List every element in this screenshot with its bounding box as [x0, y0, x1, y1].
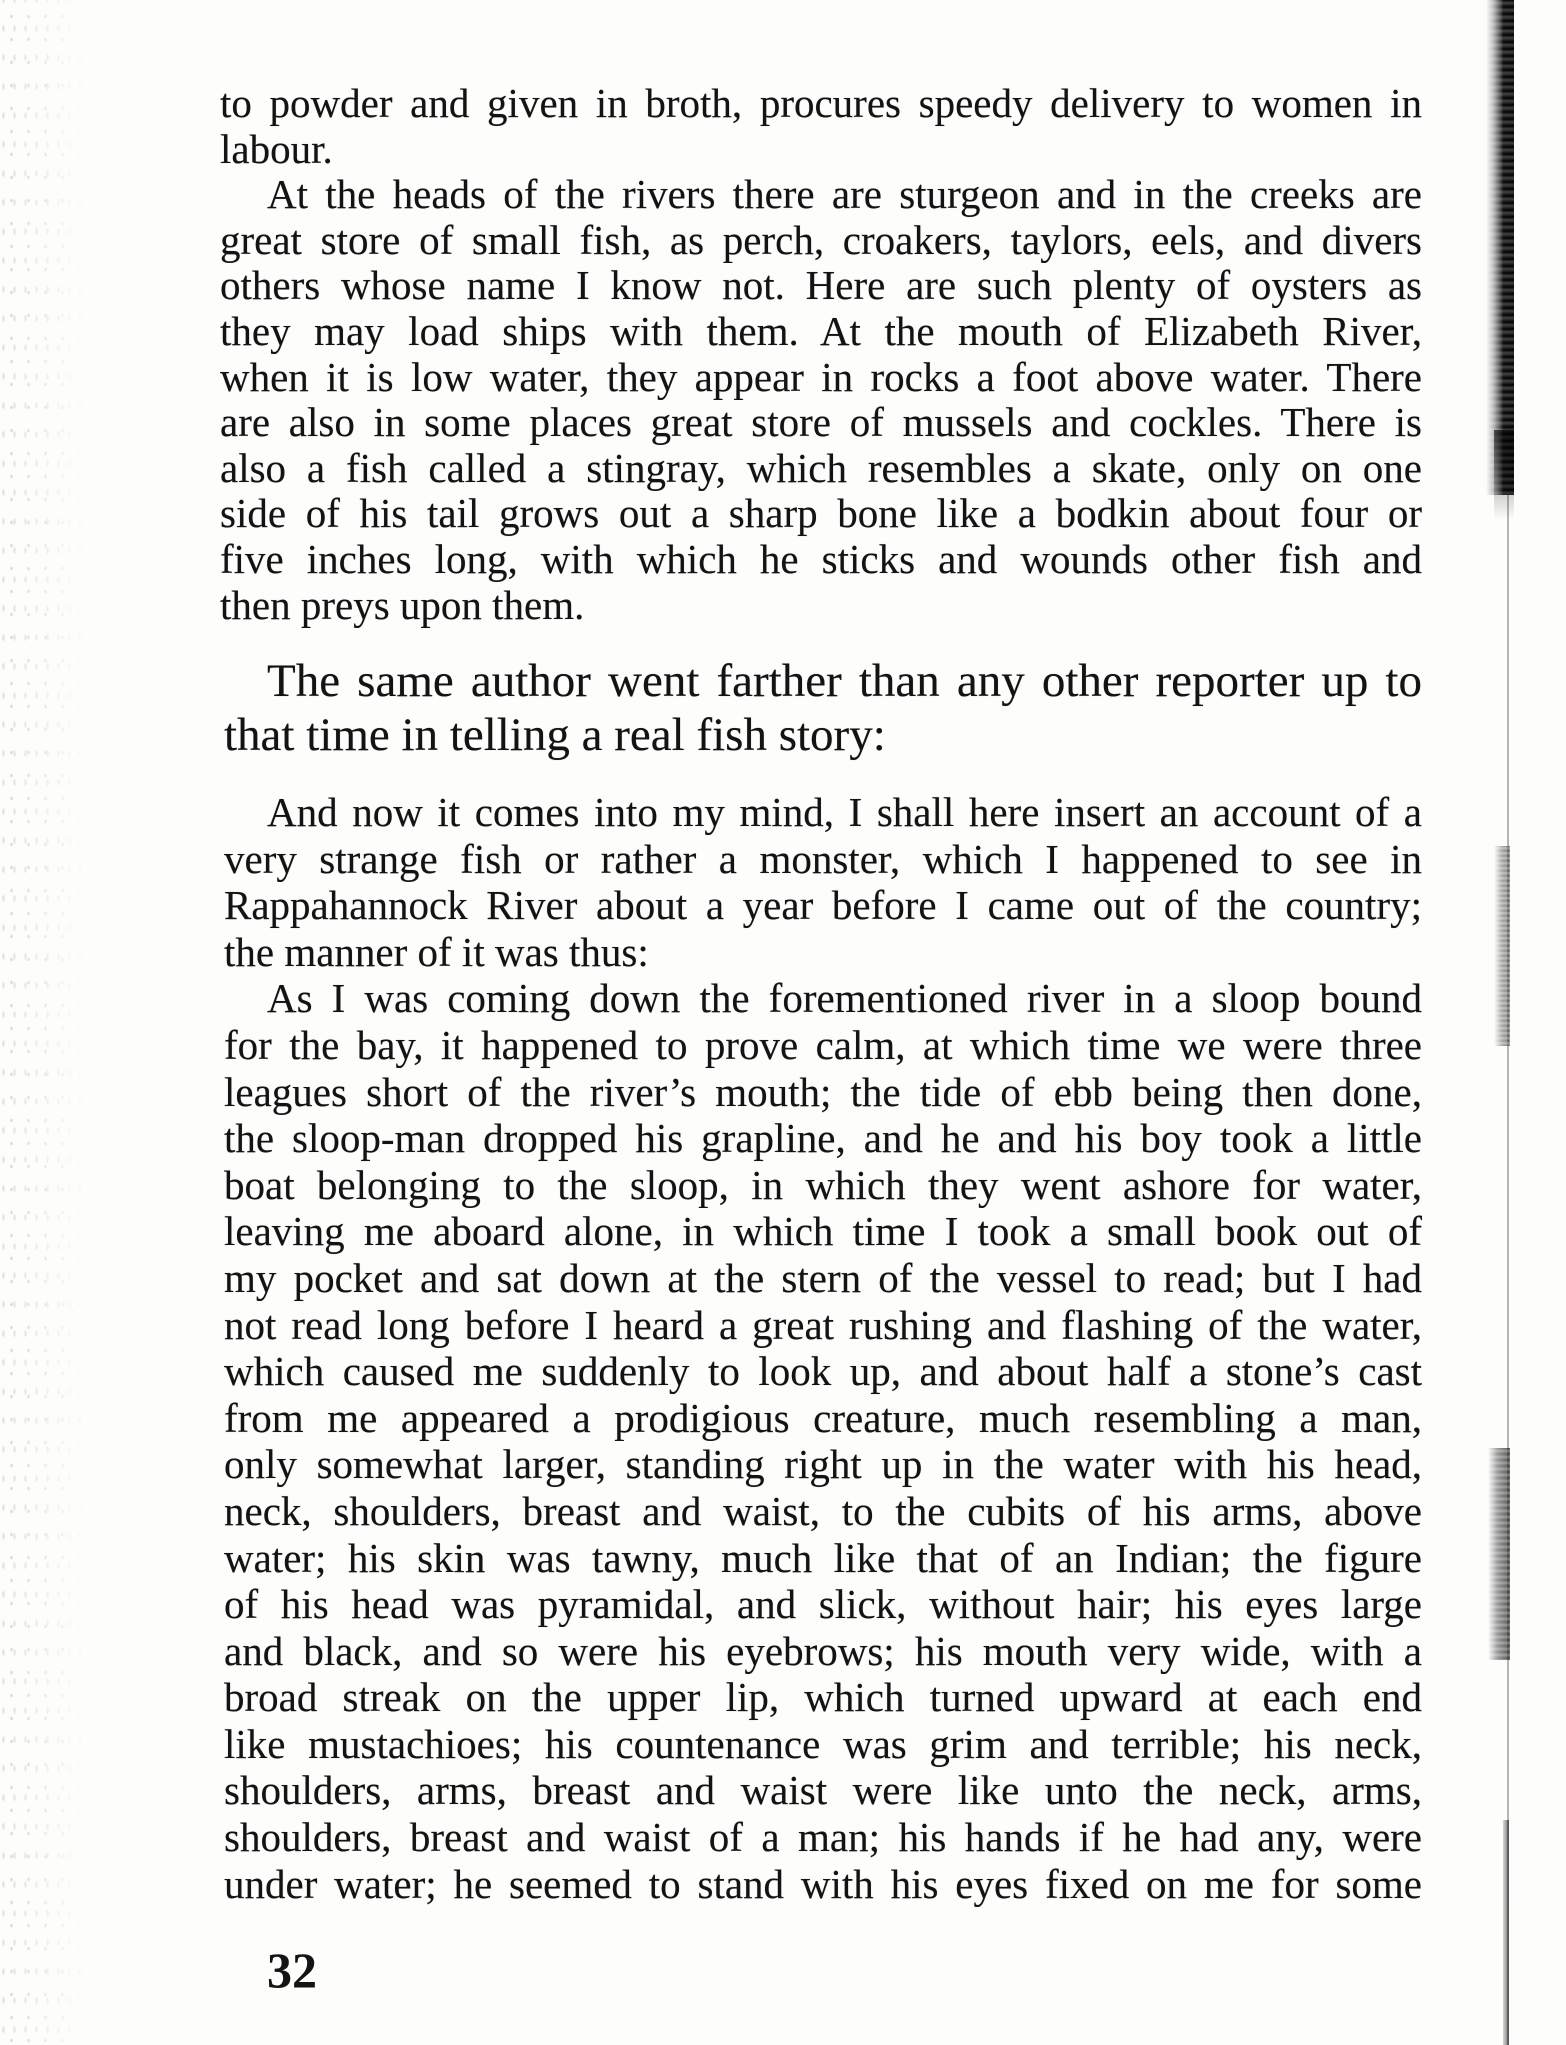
text-line: my pocket and sat down at the stern of the vessel to read; but I had — [224, 1254, 1422, 1301]
text-line: and black, and so were his eyebrows; his mouth very wide, with a — [224, 1627, 1422, 1674]
text-line: Rappahannock River about a year before I came out of the country; — [224, 882, 1422, 929]
text-line: leaving me aboard alone, in which time I took a small book out of — [224, 1208, 1422, 1255]
text-line: which caused me suddenly to look up, and about half a stone’s cast — [224, 1348, 1422, 1395]
text-line: then preys upon them. — [220, 582, 585, 628]
binding-shadow-top — [1486, 0, 1514, 495]
text-line: shoulders, breast and waist of a man; his hands if he had any, were — [224, 1814, 1422, 1861]
text-line: At the heads of the rivers there are sturgeon and in the creeks are — [267, 172, 1422, 218]
text-line: to powder and given in broth, procures speedy delivery to women in — [220, 81, 1422, 126]
text-line: shoulders, arms, breast and waist were like unto the neck, arms, — [224, 1767, 1422, 1814]
text-line: under water; he seemed to stand with his eyes fixed on me for some — [224, 1860, 1422, 1907]
text-line: And now it comes into my mind, I shall here insert an account of a — [267, 789, 1422, 835]
text-line: five inches long, with which he sticks and wounds other fish and — [220, 536, 1422, 582]
text-line: not read long before I heard a great rushing and flashing of the water, — [224, 1301, 1422, 1348]
binding-shadow-lower — [1488, 1448, 1510, 1660]
text-line: the sloop-man dropped his grapline, and he and his boy took a little — [224, 1115, 1422, 1162]
text-line: for the bay, it happened to prove calm, at which time we were three — [224, 1021, 1422, 1068]
text-line: also a fish called a stingray, which resembles a skate, only on one — [220, 445, 1422, 491]
text-line: they may load ships with them. At the mouth of Elizabeth River, — [220, 308, 1422, 354]
page-number: 32 — [267, 1942, 317, 1998]
text-line: only somewhat larger, standing right up in the water with his head, — [224, 1441, 1422, 1488]
text-line: side of his tail grows out a sharp bone like a bodkin about four or — [220, 491, 1422, 537]
quote-paragraph — [224, 975, 1422, 1907]
text-line: very strange fish or rather a monster, which I happened to see in — [224, 835, 1422, 882]
text-line: labour. — [220, 126, 333, 172]
text-line: leagues short of the river’s mouth; the tide of ebb being then done, — [224, 1068, 1422, 1115]
text-line: are also in some places great store of mussels and cockles. There is — [220, 400, 1422, 446]
text-line: of his head was pyramidal, and slick, without hair; his eyes large — [224, 1581, 1422, 1628]
text-line: boat belonging to the sloop, in which they went ashore for water, — [224, 1161, 1422, 1208]
text-line: As I was coming down the forementioned river in a sloop bound — [267, 975, 1422, 1022]
quote-paragraph — [224, 789, 1422, 975]
quote-block-1 — [220, 81, 1422, 628]
quote-block-2 — [224, 789, 1422, 1907]
text-line: when it is low water, they appear in rocks a foot above water. There — [220, 354, 1422, 400]
quote-paragraph — [220, 172, 1422, 628]
quote-paragraph — [220, 81, 1422, 172]
text-line: water; his skin was tawny, much like that of an Indian; the figure — [224, 1534, 1422, 1581]
text-line: from me appeared a prodigious creature, much resembling a man, — [224, 1394, 1422, 1441]
text-line: that time in telling a real fish story: — [224, 709, 886, 761]
binding-shadow-bottom — [1503, 1820, 1509, 2045]
scan-speckle — [0, 0, 90, 2045]
binding-shadow-middle — [1494, 846, 1510, 1046]
text-line: The same author went farther than any other reporter up to — [267, 655, 1422, 707]
text-line: like mustachioes; his countenance was grim and terrible; his neck, — [224, 1720, 1422, 1767]
text-line: great store of small fish, as perch, croakers, taylors, eels, and divers — [220, 217, 1422, 263]
text-line: the manner of it was thus: — [224, 928, 649, 975]
narration-paragraph — [224, 654, 1422, 762]
text-line: neck, shoulders, breast and waist, to the cubits of his arms, above — [224, 1487, 1422, 1534]
text-line: broad streak on the upper lip, which turned upward at each end — [224, 1674, 1422, 1721]
text-line: others whose name I know not. Here are such plenty of oysters as — [220, 263, 1422, 309]
binding-shadow-fade — [1494, 430, 1514, 520]
